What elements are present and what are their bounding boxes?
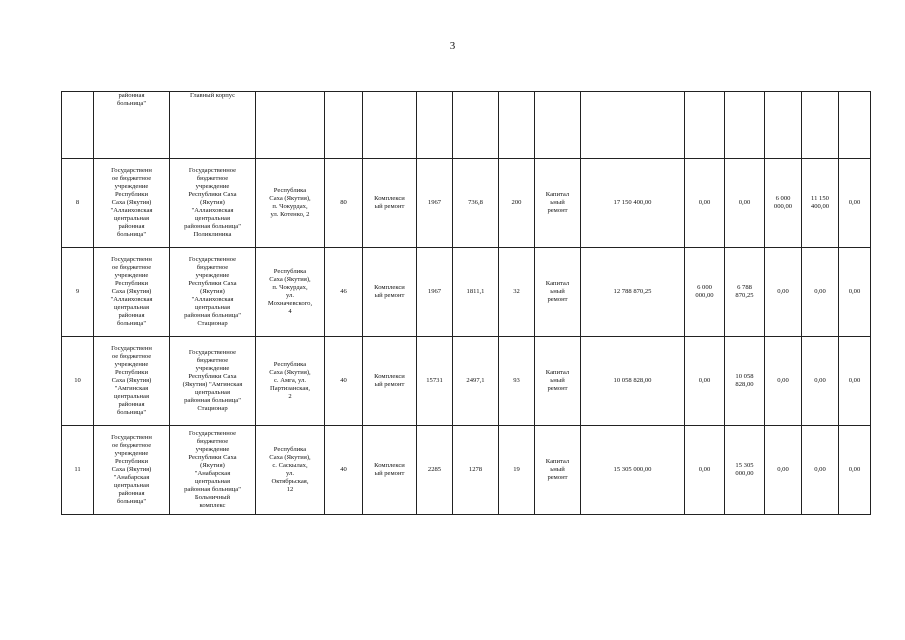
cell-year-1: 0,00 <box>685 426 725 515</box>
cell-repair-kind: Капитал ьный ремонт <box>535 248 581 337</box>
cell-year: 1967 <box>417 248 453 337</box>
cell-institution: Государственн ое бюджетное учреждение Республики Саха (Якутия) "Анабарская центральная районная больница" <box>94 426 170 515</box>
cell-year: 15731 <box>417 337 453 426</box>
cell-no: 9 <box>62 248 94 337</box>
cell-year: 2285 <box>417 426 453 515</box>
cell-capacity: 40 <box>325 426 363 515</box>
cell-year-4: 0,00 <box>802 248 839 337</box>
cell-object: Государственное бюджетное учреждение Республики Саха (Якутия) "Аллаиховская центральная районная больница" Стационар <box>170 248 256 337</box>
cell-work-type: Комплекси ый ремонт <box>363 337 417 426</box>
cell-year-5: 0,00 <box>839 159 871 248</box>
cell-year-1: 0,00 <box>685 337 725 426</box>
cell-object: Государственное бюджетное учреждение Республики Саха (Якутия) "Аллаиховская центральная районная больница" Поликлиника <box>170 159 256 248</box>
cell-year-2: 0,00 <box>725 159 765 248</box>
cell-year-4: 11 150 400,00 <box>802 159 839 248</box>
cell-work-type <box>363 92 417 159</box>
table-row <box>62 159 871 248</box>
cell-cost-total: 12 788 870,25 <box>581 248 685 337</box>
table-row <box>62 337 871 426</box>
cell-area: 1278 <box>453 426 499 515</box>
cell-year-2: 10 058 828,00 <box>725 337 765 426</box>
table-row <box>62 426 871 515</box>
facility-repair-table <box>61 91 871 515</box>
cell-object: Государственное бюджетное учреждение Республики Саха (Якутия) "Анабарская центральная районная больница" Больничный комплекс <box>170 426 256 515</box>
cell-year-3: 6 000 000,00 <box>765 159 802 248</box>
cell-area: 736,8 <box>453 159 499 248</box>
cell-address <box>256 92 325 159</box>
cell-year-4: 0,00 <box>802 337 839 426</box>
cell-no: 11 <box>62 426 94 515</box>
cell-no: 10 <box>62 337 94 426</box>
cell-staff: 93 <box>499 337 535 426</box>
cell-year: 1967 <box>417 159 453 248</box>
cell-capacity <box>325 92 363 159</box>
cell-object: Главный корпус <box>170 92 256 159</box>
cell-year-3 <box>765 92 802 159</box>
cell-area: 1811,1 <box>453 248 499 337</box>
cell-year-3: 0,00 <box>765 337 802 426</box>
cell-no <box>62 92 94 159</box>
cell-object: Государственное бюджетное учреждение Республики Саха (Якутия) "Амгинская центральная районная больница" Стационар <box>170 337 256 426</box>
cell-capacity: 40 <box>325 337 363 426</box>
cell-no: 8 <box>62 159 94 248</box>
cell-staff: 19 <box>499 426 535 515</box>
cell-staff <box>499 92 535 159</box>
cell-year-2: 6 788 870,25 <box>725 248 765 337</box>
cell-year <box>417 92 453 159</box>
cell-institution: Государственн ое бюджетное учреждение Республики Саха (Якутия) "Аллаиховская центральная районная больница" <box>94 159 170 248</box>
continuation-row <box>62 92 871 159</box>
cell-year-5: 0,00 <box>839 426 871 515</box>
cell-area <box>453 92 499 159</box>
cell-institution: Государственн ое бюджетное учреждение Республики Саха (Якутия) "Амгинская центральная районная больница" <box>94 337 170 426</box>
cell-area: 2497,1 <box>453 337 499 426</box>
cell-year-4: 0,00 <box>802 426 839 515</box>
cell-address: Республика Саха (Якутия), п. Чокурдах, ул. Котенко, 2 <box>256 159 325 248</box>
page-number: 3 <box>449 40 456 52</box>
cell-year-2: 15 305 000,00 <box>725 426 765 515</box>
cell-repair-kind <box>535 92 581 159</box>
cell-year-5: 0,00 <box>839 337 871 426</box>
cell-year-5: 0,00 <box>839 248 871 337</box>
cell-year-3: 0,00 <box>765 248 802 337</box>
table-row <box>62 248 871 337</box>
cell-cost-total: 17 150 400,00 <box>581 159 685 248</box>
cell-cost-total <box>581 92 685 159</box>
cell-work-type: Комплекси ый ремонт <box>363 248 417 337</box>
cell-staff: 32 <box>499 248 535 337</box>
cell-repair-kind: Капитал ьный ремонт <box>535 159 581 248</box>
cell-year-3: 0,00 <box>765 426 802 515</box>
cell-year-1: 0,00 <box>685 159 725 248</box>
cell-cost-total: 15 305 000,00 <box>581 426 685 515</box>
cell-staff: 200 <box>499 159 535 248</box>
cell-institution: районная больница" <box>94 92 170 159</box>
cell-repair-kind: Капитал ьный ремонт <box>535 337 581 426</box>
cell-work-type: Комплекси ый ремонт <box>363 426 417 515</box>
cell-address: Республика Саха (Якутия), п. Чокурдах, ул. Мохначевского, 4 <box>256 248 325 337</box>
cell-capacity: 46 <box>325 248 363 337</box>
cell-address: Республика Саха (Якутия), с. Саскылах, ул. Октябрьская, 12 <box>256 426 325 515</box>
cell-year-1 <box>685 92 725 159</box>
cell-year-4 <box>802 92 839 159</box>
cell-capacity: 80 <box>325 159 363 248</box>
cell-year-1: 6 000 000,00 <box>685 248 725 337</box>
cell-repair-kind: Капитал ьный ремонт <box>535 426 581 515</box>
cell-year-2 <box>725 92 765 159</box>
cell-address: Республика Саха (Якутия), с. Амга, ул. Партизанская, 2 <box>256 337 325 426</box>
cell-institution: Государственн ое бюджетное учреждение Республики Саха (Якутия) "Аллаиховская центральная районная больница" <box>94 248 170 337</box>
cell-cost-total: 10 058 828,00 <box>581 337 685 426</box>
cell-work-type: Комплекси ый ремонт <box>363 159 417 248</box>
cell-year-5 <box>839 92 871 159</box>
